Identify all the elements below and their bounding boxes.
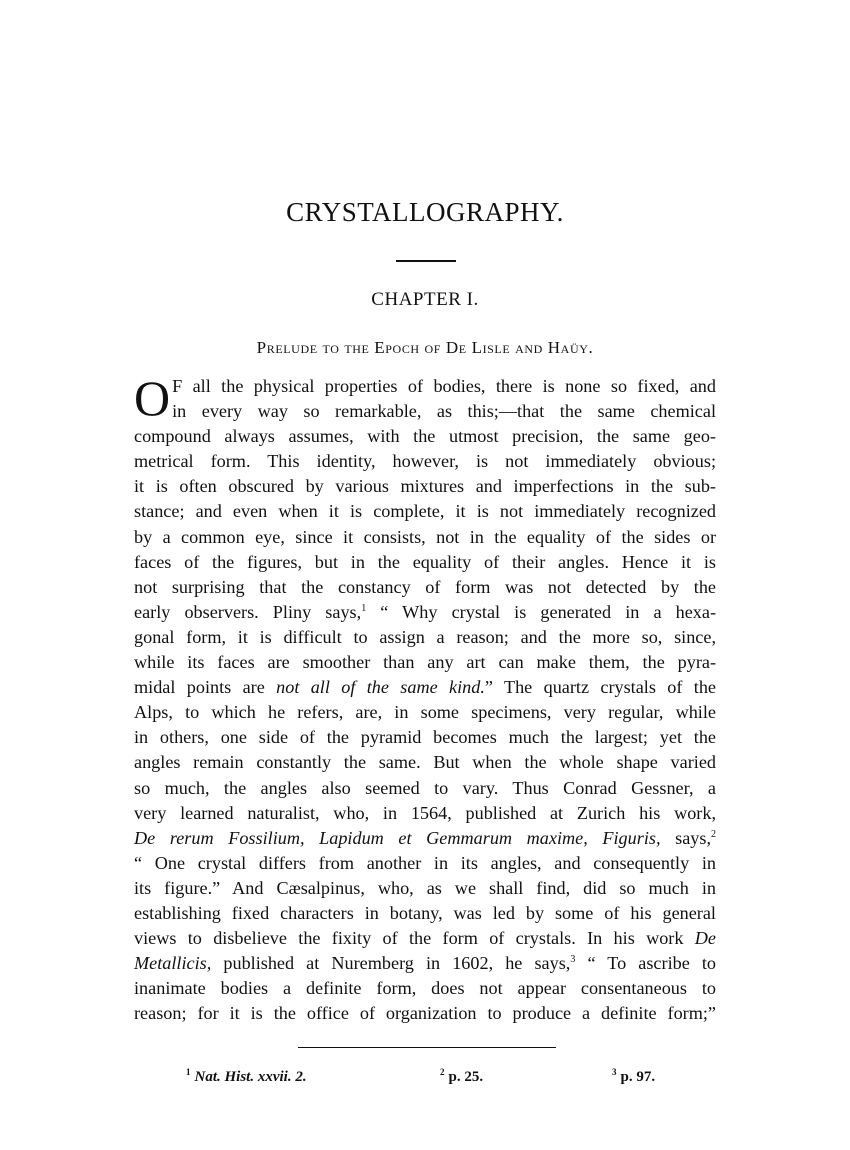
text-line-4: metrical form. This identity, however, is not immediately obvious; xyxy=(134,451,716,472)
footnote-3 xyxy=(612,1066,655,1088)
text-line-20: “ One crystal differs from another in its angles, and consequently in xyxy=(134,852,716,873)
body-text xyxy=(134,370,717,1026)
text-line-24-italic: Metallicis, xyxy=(134,953,212,974)
text-line-8: faces of the figures, but in the equality of their angles. Hence it is xyxy=(134,551,716,572)
text-line-13-head: midal points are xyxy=(134,677,265,698)
text-line-13-italic: not all of the same kind. xyxy=(276,677,485,698)
text-line-9: not surprising that the constancy of form was not detected by the xyxy=(134,576,716,597)
text-line-17: so much, the angles also seemed to vary. Thus Conrad Gessner, a xyxy=(134,777,716,798)
text-line-16: angles remain constantly the same. But when the whole shape varied xyxy=(134,752,716,773)
text-line-23 xyxy=(134,926,716,951)
section-heading: Prelude to the Epoch of De Lisle and Haüy. xyxy=(256,338,594,357)
footnote-1-marker: 1 xyxy=(186,1067,191,1077)
text-line-10-head: early observers. Pliny says, xyxy=(134,601,362,622)
title-divider xyxy=(396,260,456,262)
text-line-19 xyxy=(134,826,716,851)
text-line-12: while its faces are smoother than any art can make them, the pyra- xyxy=(134,652,716,673)
text-line-19-tail: says, xyxy=(660,827,711,848)
page-title: CRYSTALLOGRAPHY. xyxy=(286,197,564,227)
footnote-ref-2: 2 xyxy=(711,828,716,840)
footnote-3-marker: 3 xyxy=(612,1067,617,1077)
text-line-23-italic: De xyxy=(694,928,717,949)
footnote-2-marker: 2 xyxy=(440,1067,445,1077)
text-line-10-tail: “ Why crystal is generated in a hexa- xyxy=(380,601,717,622)
footnotes xyxy=(0,1066,850,1090)
text-line-6: stance; and even when it is complete, it is not immediately recognized xyxy=(134,501,716,522)
footnote-divider xyxy=(298,1047,556,1048)
text-line-23-head: views to disbelieve the fixity of the form of crystals. In his work xyxy=(134,928,684,949)
text-line-5: it is often obscured by various mixtures and imperfections in the sub- xyxy=(134,476,716,497)
text-line-11: gonal form, it is difficult to assign a reason; and the more so, since, xyxy=(134,626,716,647)
footnote-1-text: Nat. Hist. xxvii. 2. xyxy=(194,1069,307,1085)
text-line-21: its figure.” And Cæsalpinus, who, as we shall find, did so much in xyxy=(134,877,716,898)
text-line-14: Alps, to which he refers, are, in some specimens, very regular, while xyxy=(134,702,716,723)
footnote-ref-3: 3 xyxy=(570,954,576,966)
footnote-1 xyxy=(186,1066,307,1088)
text-line-25: inanimate bodies a definite form, does not appear consentaneous to xyxy=(134,978,716,999)
text-line-1: F all the physical properties of bodies, there is none so fixed, and xyxy=(172,376,716,396)
chapter-heading: CHAPTER I. xyxy=(371,289,479,310)
text-line-24-tail: “ To ascribe to xyxy=(587,953,717,974)
text-line-18: very learned naturalist, who, in 1564, published at Zurich his work, xyxy=(134,802,716,823)
text-line-3: compound always assumes, with the utmost precision, the same geo- xyxy=(134,426,716,447)
text-line-22: establishing fixed characters in botany, was led by some of his general xyxy=(134,902,716,923)
text-line-19-italic: De rerum Fossilium, Lapidum et Gemmarum maxime, Figuris, xyxy=(134,827,661,848)
text-line-24-head: published at Nuremberg in 1602, he says, xyxy=(223,953,571,974)
text-line-10 xyxy=(134,600,716,625)
footnote-2-text: p. 25. xyxy=(448,1069,484,1085)
text-line-13 xyxy=(134,675,716,700)
text-line-15: in others, one side of the pyramid becomes much the largest; yet the xyxy=(134,727,716,748)
text-line-2: in every way so remarkable, as this;—that the same chemical xyxy=(172,401,716,422)
footnote-ref-1: 1 xyxy=(361,602,367,614)
drop-cap: O xyxy=(134,370,171,426)
footnote-3-text: p. 97. xyxy=(620,1069,656,1085)
footnote-2 xyxy=(440,1066,483,1088)
text-line-26: reason; for it is the office of organization to produce a definite form;” xyxy=(134,1003,716,1024)
text-line-13-tail: ” The quartz crystals of the xyxy=(484,677,716,698)
text-line-7: by a common eye, since it consists, not in the equality of the sides or xyxy=(134,526,716,547)
text-line-24 xyxy=(134,951,716,976)
